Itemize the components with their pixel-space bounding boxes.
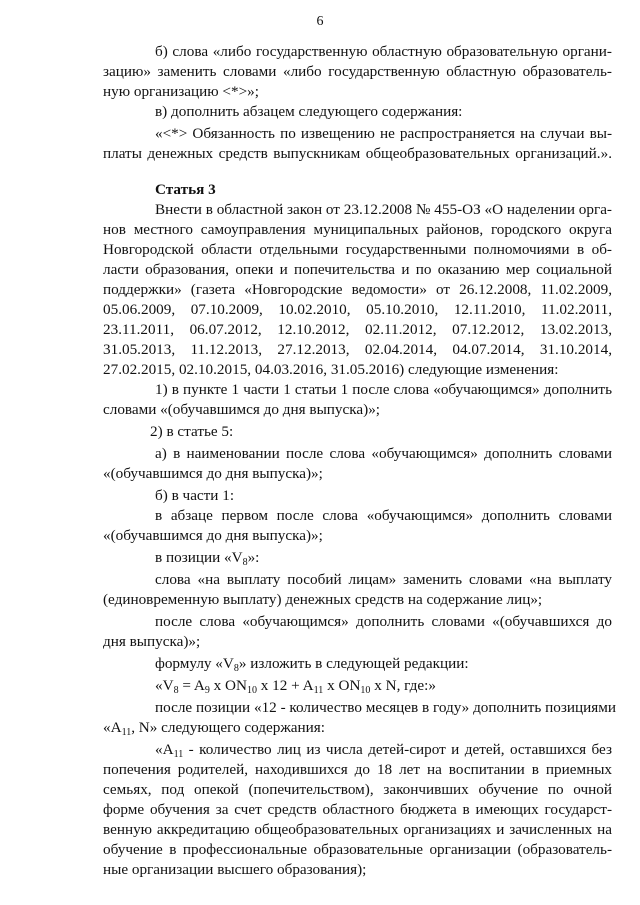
- paragraph-line: «(обучавшимся до дня выпуска)»;: [103, 527, 323, 544]
- subscript: 10: [360, 685, 371, 696]
- paragraph-line: ласти образования, опеки и попечительства и по оказанию мер социальной: [103, 261, 612, 278]
- paragraph-line: форме обучения за счет средств областного бюджета в имеющих государст-: [103, 801, 612, 818]
- subscript: 11: [313, 685, 324, 696]
- paragraph-line: в) дополнить абзацем следующего содержания:: [155, 103, 463, 120]
- paragraph-line: Новгородской области отдельными государственными полномочиями в об-: [103, 241, 612, 258]
- text-run: , N» следующего содержания:: [131, 719, 326, 736]
- paragraph-line: после позиции «12 - количество месяцев в году» дополнить позициями: [155, 699, 616, 716]
- page-number: 6: [316, 14, 324, 29]
- text-run: «V: [155, 677, 174, 694]
- paragraph-line: нов местного самоуправления муниципальных районов, городского округа: [103, 221, 612, 238]
- paragraph-line: б) слова «либо государственную областную образовательную органи-: [155, 43, 612, 60]
- text-run: формулу «V: [155, 655, 234, 672]
- text-run: » изложить в следующей редакции:: [238, 655, 469, 672]
- subscript: 8: [233, 663, 239, 674]
- text-run: »:: [247, 549, 260, 566]
- subscript: 9: [204, 685, 210, 696]
- paragraph-line: ную организацию <*>»;: [103, 83, 259, 100]
- article-title: Статья 3: [155, 181, 216, 198]
- paragraph-line: платы денежных средств выпускникам общеобразовательных организаций.».: [103, 145, 612, 162]
- paragraph-line: поддержки» (газета «Новгородские ведомости» от 26.12.2008, 11.02.2009,: [103, 281, 612, 298]
- paragraph-line: попечения родителей, находившихся до 18 лет на воспитании в приемных: [103, 761, 612, 778]
- paragraph-line: семьях, под опекой (попечительством), закончивших обучение по очной: [103, 781, 612, 798]
- paragraph-line: 23.11.2011, 06.07.2012, 12.10.2012, 02.11.2012, 07.12.2012, 13.02.2013,: [103, 321, 612, 338]
- subscript: 11: [121, 727, 132, 738]
- paragraph-line: 05.06.2009, 07.10.2009, 10.02.2010, 05.10.2010, 12.11.2010, 11.02.2011,: [103, 301, 612, 318]
- paragraph-line: дня выпуска)»;: [103, 633, 201, 650]
- paragraph-line: 31.05.2013, 11.12.2013, 27.12.2013, 02.04.2014, 04.07.2014, 31.10.2014,: [103, 341, 612, 358]
- subscript: 8: [242, 557, 248, 568]
- paragraph-line: словами «(обучавшимся до дня выпуска)»;: [103, 401, 381, 418]
- paragraph-line: [155, 740, 612, 760]
- text-run: «A: [155, 741, 174, 758]
- paragraph-line: обучение в профессиональные образовательные организации (образователь-: [103, 841, 612, 858]
- subscript: 8: [173, 685, 179, 696]
- paragraph-line: б) в части 1:: [155, 487, 235, 504]
- paragraph-line: венную аккредитацию общеобразовательных организациях и зачисленных на: [103, 821, 612, 838]
- paragraph-line: зацию» заменить словами «либо государственную областную образователь-: [103, 63, 612, 80]
- paragraph-line: 27.02.2015, 02.10.2015, 04.03.2016, 31.05.2016) следующие изменения:: [103, 361, 559, 378]
- paragraph-line: [103, 718, 325, 738]
- paragraph-line: 2) в статье 5:: [150, 423, 234, 440]
- text-run: x ON: [209, 677, 247, 694]
- text-run: x ON: [323, 677, 361, 694]
- paragraph-line: Внести в областной закон от 23.12.2008 № 455-ОЗ «О наделении орга-: [155, 201, 612, 218]
- paragraph-line: 1) в пункте 1 части 1 статьи 1 после слова «обучающимся» дополнить: [155, 381, 612, 398]
- subscript: 10: [246, 685, 257, 696]
- text-run: x N, где:»: [370, 677, 436, 694]
- formula: [155, 676, 436, 696]
- text-run: - количество лиц из числа детей-сирот и детей, оставшихся без: [183, 741, 612, 758]
- paragraph-line: после слова «обучающимся» дополнить словами «(обучавшихся до: [155, 613, 612, 630]
- paragraph-line: в абзаце первом после слова «обучающимся» дополнить словами: [155, 507, 612, 524]
- paragraph-line: «<*> Обязанность по извещению не распространяется на случаи вы-: [155, 125, 612, 142]
- paragraph-line: [155, 654, 469, 674]
- paragraph-line: слова «на выплату пособий лицам» заменить словами «на выплату: [155, 571, 612, 588]
- text-run: = A: [178, 677, 205, 694]
- paragraph-line: (единовременную выплату) денежных средств на содержание лиц»;: [103, 591, 543, 608]
- paragraph-line: «(обучавшимся до дня выпуска)»;: [103, 465, 323, 482]
- paragraph-line: ные организации высшего образования);: [103, 861, 367, 878]
- subscript: 11: [173, 749, 184, 760]
- text-run: x 12 + A: [256, 677, 314, 694]
- paragraph-line: а) в наименовании после слова «обучающимся» дополнить словами: [155, 445, 612, 462]
- text-run: в позиции «V: [155, 549, 243, 566]
- paragraph-line: [155, 548, 259, 568]
- text-run: «A: [103, 719, 122, 736]
